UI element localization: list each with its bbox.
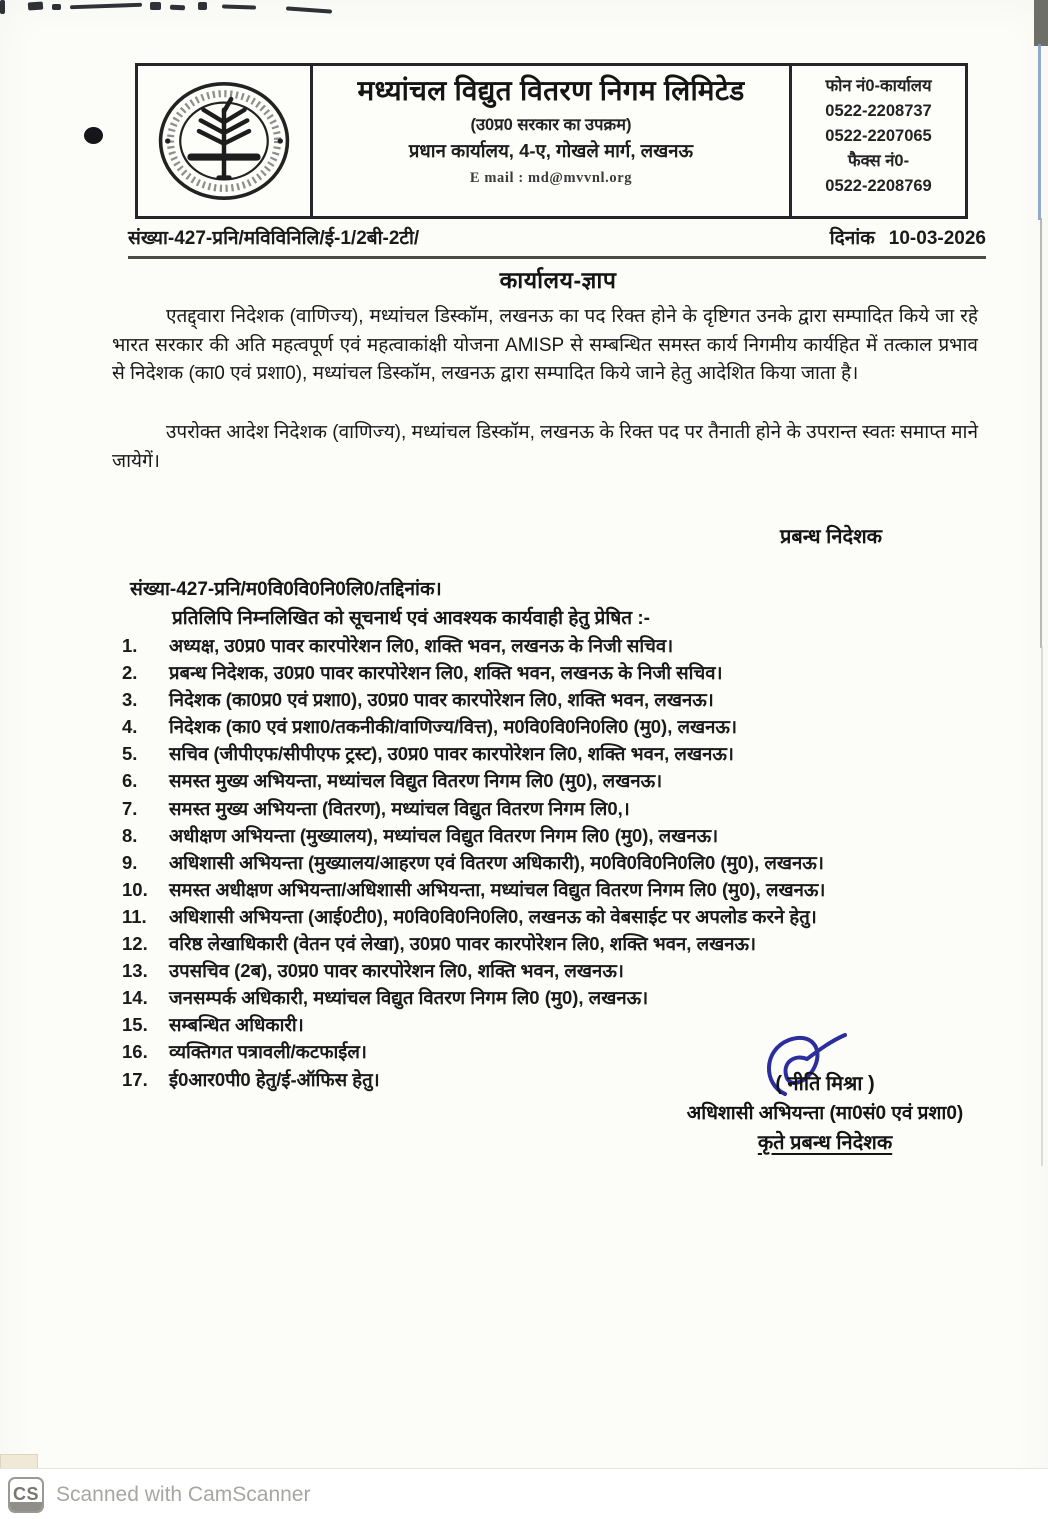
copy-recipient-list [122,633,994,1094]
company-subtitle: (उ0प्र0 सरकार का उपक्रम) [470,116,632,134]
list-item: 10. समस्त अधीक्षण अभियन्ता/अधिशासी अभियन्ता, मध्यांचल विद्युत वितरण निगम लि0 (मु0), लखनऊ। [122,878,826,900]
company-emblem-icon [148,74,300,208]
scan-artifact [70,3,142,10]
copy-reference-line: संख्या-427-प्रनि/म0वि0वि0नि0लि0/तद्दिनांक। [130,579,442,600]
camscanner-footer [0,1468,1048,1519]
company-logo [138,66,313,216]
signatory-for-line: कृते प्रबन्ध निदेशक [757,1132,893,1154]
scan-artifact-edge [1034,0,1048,46]
list-item: 6. समस्त मुख्य अभियन्ता, मध्यांचल विद्युत वितरण निगम लि0 (मु0), लखनऊ। [122,770,663,792]
copy-intro-line: प्रतिलिपि निम्नलिखित को सूचनार्थ एवं आवश्यक कार्यवाही हेतु प्रेषित :- [172,608,651,629]
list-item: 7. समस्त मुख्य अभियन्ता (वितरण), मध्यांचल विद्युत वितरण निगम लि0,। [122,797,630,819]
list-item: 9. अधिशासी अभियन्ता (मुख्यालय/आहरण एवं वितरण अधिकारी), म0वि0वि0नि0लि0 (मु0), लखनऊ। [122,851,824,873]
phone-number-1: 0522-2208737 [825,102,932,120]
date-label: दिनांक [829,228,875,249]
fax-number: 0522-2208769 [825,177,932,195]
list-item: 2. प्रबन्ध निदेशक, उ0प्र0 पावर कारपोरेशन लि0, शक्ति भवन, लखनऊ के निजी सचिव। [122,662,723,684]
scan-artifact-edge [1038,44,1041,220]
company-email: E mail : md@mvvnl.org [469,170,633,186]
body-paragraph-2: उपरोक्त आदेश निदेशक (वाणिज्य), मध्यांचल डिस्कॉम, लखनऊ के रिक्त पद पर तैनाती होने के उपरान्त स्वतः समाप्त माने जायेगें। [112,422,978,472]
scan-artifact [0,0,5,14]
list-item: 17. ई0आर0पी0 हेतु/ई-ऑफिस हेतु। [122,1068,380,1090]
reference-row [128,224,986,259]
contact-box [789,66,965,216]
camscanner-icon [8,1477,44,1513]
scan-artifact [28,1,44,10]
camscanner-badge-label: CS [12,1484,39,1504]
scan-artifact [286,6,332,13]
reference-number: संख्या-427-प्रनि/मविविनिलि/ई-1/2बी-2टी/ [128,228,420,249]
signatory-name: ( नीति मिश्रा ) [775,1073,875,1095]
date-value: 10-03-2026 [888,228,986,249]
phone-label: फोन नं0-कार्यालय [825,77,932,95]
date-group [830,224,986,250]
camscanner-footer-text: Scanned with CamScanner [56,1482,311,1506]
document-title: कार्यालय-ज्ञाप [499,267,617,293]
list-item: 16. व्यक्तिगत पत्रावली/कटफाईल। [122,1041,367,1063]
signatory-designation: अधिशासी अभियन्ता (मा0सं0 एवं प्रशा0) [686,1103,964,1124]
scan-artifact [198,2,207,10]
list-item: 14. जनसम्पर्क अधिकारी, मध्यांचल विद्युत वितरण निगम लि0 (मु0), लखनऊ। [122,987,649,1009]
company-address: प्रधान कार्यालय, 4-ए, गोखले मार्ग, लखनऊ [408,140,694,161]
signatory-managing-director: प्रबन्ध निदेशक [779,526,883,548]
punch-hole-dot [84,127,103,144]
list-item: 15. सम्बन्धित अधिकारी। [122,1014,304,1036]
fax-label: फैक्स नं0- [847,152,910,170]
list-item: 13. उपसचिव (2ब), उ0प्र0 पावर कारपोरेशन लि0, शक्ति भवन, लखनऊ। [122,960,624,982]
letterhead-center [313,66,789,216]
scan-artifact-edge [1041,646,1043,1166]
body-paragraph-1: एतद्द्वारा निदेशक (वाणिज्य), मध्यांचल डिस्कॉम, लखनऊ का पद रिक्त होने के दृष्टिगत उनके द्वारा सम्पादित किये जा रहे भारत सरकार की अति महत्वपूर्ण एवं महत्वाकांक्षी योजना AMISP से सम्बन्धित समस्त कार्य निगमीय कार्यहित में तत्काल प्रभाव से निदेशक (का0 एवं प्रशा0), मध्यांचल डिस्कॉम, लखनऊ द्वारा सम्पादित किये जाने हेतु आदेशित किया जाता है। [112,306,978,385]
scan-artifact [170,5,185,11]
list-item: 11. अधिशासी अभियन्ता (आई0टी0), म0वि0वि0नि0लि0, लखनऊ को वेबसाईट पर अपलोड करने हेतु। [122,905,817,927]
list-item: 5. सचिव (जीपीएफ/सीपीएफ ट्रस्ट), उ0प्र0 पावर कारपोरेशन लि0, शक्ति भवन, लखनऊ। [122,743,734,765]
scan-artifact-edge [1040,218,1042,648]
list-item: 8. अधीक्षण अभियन्ता (मुख्यालय), मध्यांचल विद्युत वितरण निगम लि0 (मु0), लखनऊ। [122,824,719,846]
letterhead [135,63,968,219]
scan-artifact [150,2,161,10]
scan-artifact [222,4,256,9]
list-item: 1. अध्यक्ष, उ0प्र0 पावर कारपोरेशन लि0, शक्ति भवन, लखनऊ के निजी सचिव। [122,635,674,656]
phone-number-2: 0522-2207065 [825,127,932,145]
list-item: 12. वरिष्ठ लेखाधिकारी (वेतन एवं लेखा), उ0प्र0 पावर कारपोरेशन लि0, शक्ति भवन, लखनऊ। [122,933,757,955]
list-item: 3. निदेशक (का0प्र0 एवं प्रशा0), उ0प्र0 पावर कारपोरेशन लि0, शक्ति भवन, लखनऊ। [122,689,714,711]
company-name: मध्यांचल विद्युत वितरण निगम लिमिटेड [357,75,745,106]
list-item: 4. निदेशक (का0 एवं प्रशा0/तकनीकी/वाणिज्य/वित्त), म0वि0वि0नि0लि0 (मु0), लखनऊ। [122,716,737,738]
scan-artifact [52,4,61,10]
